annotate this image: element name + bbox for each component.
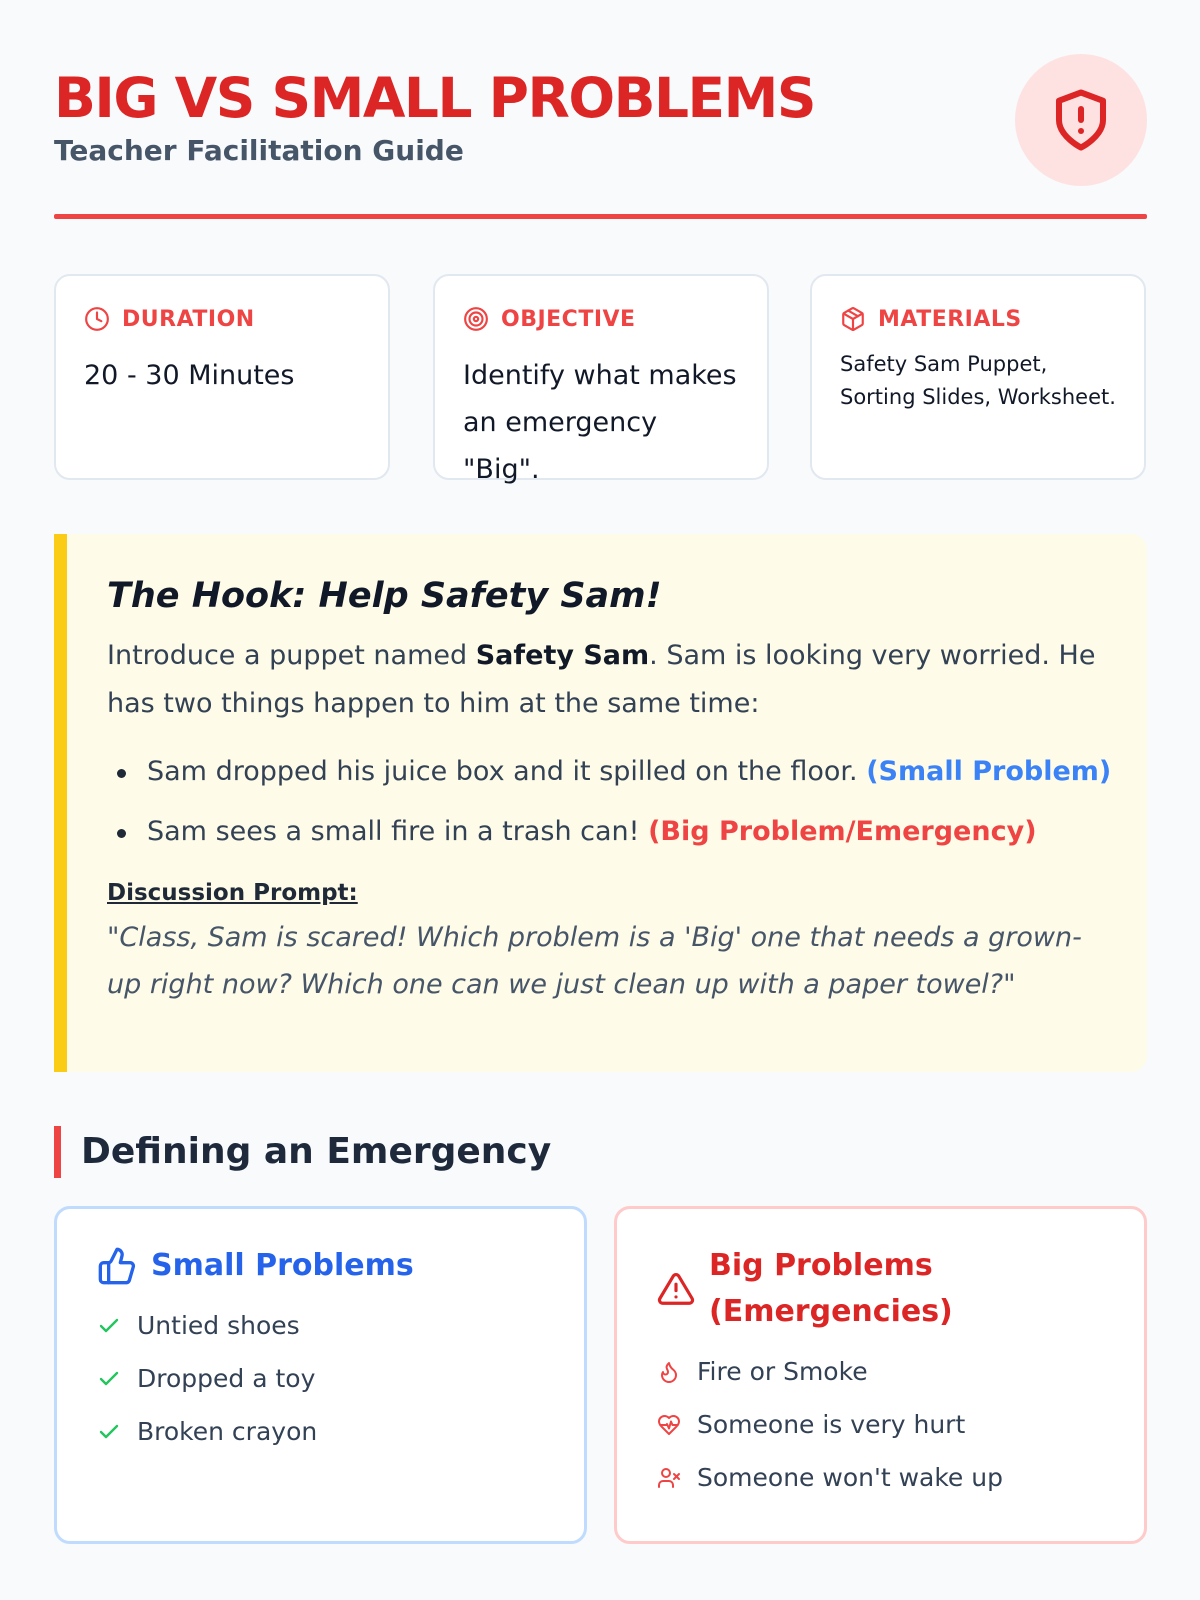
hook-callout — [54, 534, 1147, 1072]
list-item-label: Untied shoes — [137, 1311, 300, 1340]
hook-intro-bold: Safety Sam — [475, 640, 650, 671]
clock-icon — [84, 306, 110, 332]
hook-intro-text: Introduce a puppet named — [107, 640, 476, 671]
list-item-label: Someone is very hurt — [697, 1410, 966, 1439]
objective-label: OBJECTIVE — [501, 306, 636, 332]
hook-list — [107, 750, 1112, 854]
hook-title: The Hook: Help Safety Sam! — [107, 576, 662, 616]
list-item — [107, 810, 1107, 854]
check-icon — [97, 1367, 121, 1391]
user-x-icon — [657, 1466, 681, 1490]
small-problems-card — [54, 1206, 587, 1544]
hook-intro-text-end: . Sam is looking very worried. He has two things happen to him at the same time: — [107, 640, 1096, 719]
list-item — [97, 1299, 544, 1352]
flame-icon — [657, 1360, 681, 1384]
small-problems-title: Small Problems — [151, 1248, 414, 1283]
objective-card — [433, 274, 769, 485]
big-problem-tag: (Big Problem/Emergency) — [648, 816, 1037, 847]
big-problems-list — [657, 1345, 1104, 1504]
section-heading: Defining an Emergency — [54, 1126, 551, 1178]
lesson-page — [54, 0, 1147, 1600]
target-icon — [463, 306, 489, 332]
hook-item-text: Sam dropped his juice box and it spilled on the floor. — [147, 756, 867, 787]
duration-value: 20 - 30 Minutes — [84, 360, 295, 391]
discussion-prompt-text: "Class, Sam is scared! Which problem is a 'Big' one that needs a grown-up right now? Which one can we just clean up with a paper towel?" — [107, 922, 1082, 1000]
list-item-label: Fire or Smoke — [697, 1357, 868, 1386]
heart-pulse-icon — [657, 1413, 681, 1437]
check-icon — [97, 1420, 121, 1444]
big-problems-title — [709, 1243, 953, 1335]
big-problems-title-line1: Big Problems — [709, 1248, 933, 1283]
materials-label: MATERIALS — [878, 306, 1022, 332]
shield-alert-icon — [1048, 87, 1114, 153]
list-item — [97, 1405, 544, 1458]
package-icon — [840, 306, 866, 332]
materials-card — [810, 274, 1146, 480]
hook-item-text: Sam sees a small fire in a trash can! — [147, 816, 649, 847]
list-item — [657, 1398, 1104, 1451]
page-subtitle: Teacher Facilitation Guide — [54, 134, 464, 167]
thumbs-up-icon — [97, 1246, 137, 1286]
materials-value: Safety Sam Puppet, Sorting Slides, Worksheet. — [840, 352, 1116, 409]
header-divider — [54, 214, 1147, 219]
small-problem-tag: (Small Problem) — [866, 756, 1112, 787]
warning-triangle-icon — [657, 1270, 695, 1308]
list-item — [657, 1451, 1104, 1504]
discussion-prompt-label: Discussion Prompt: — [107, 880, 358, 906]
list-item-label: Someone won't wake up — [697, 1463, 1003, 1492]
header-badge — [1015, 54, 1147, 186]
check-icon — [97, 1314, 121, 1338]
small-problems-list — [97, 1299, 544, 1458]
list-item — [657, 1345, 1104, 1398]
big-problems-title-line2: (Emergencies) — [709, 1294, 953, 1329]
list-item — [97, 1352, 544, 1405]
big-problems-card — [614, 1206, 1147, 1544]
page-title: BIG VS SMALL PROBLEMS — [54, 66, 815, 130]
duration-label: DURATION — [122, 306, 255, 332]
info-cards — [54, 274, 1147, 485]
page-header — [54, 60, 1147, 220]
hook-intro — [107, 632, 1107, 728]
duration-card — [54, 274, 390, 480]
list-item-label: Dropped a toy — [137, 1364, 316, 1393]
objective-value: Identify what makes an emergency "Big". — [463, 360, 737, 485]
list-item — [107, 750, 1112, 794]
list-item-label: Broken crayon — [137, 1417, 318, 1446]
